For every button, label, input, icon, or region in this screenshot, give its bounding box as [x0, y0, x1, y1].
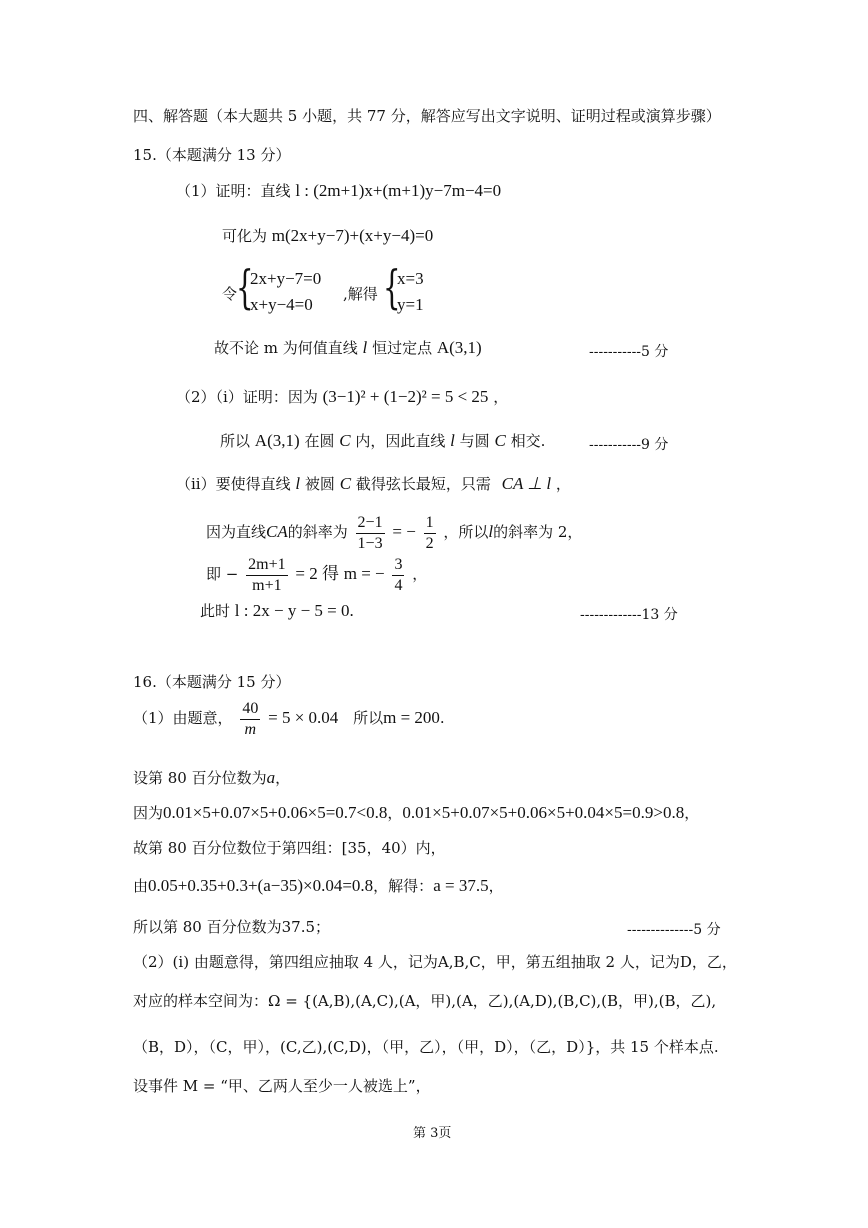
q16-part1-fraction	[240, 699, 260, 740]
q15-system1-eq1: 2x+y−7=0	[250, 269, 322, 288]
page-number: 第 3页	[413, 1126, 452, 1141]
q16-sample-space-cont: （B，D），（C，甲），(C,乙),(C,D)，（甲，乙），（甲，D），（乙，D）}，共 15 个样本点.	[133, 1038, 719, 1056]
q15-part2-point: A(3,1)	[254, 431, 300, 450]
fraction-numerator: 40	[240, 699, 260, 720]
q15-part3-solve-m	[206, 550, 427, 598]
q16-part1	[133, 694, 445, 742]
q15-system2-eq1: x=3	[397, 269, 424, 288]
q16-because-tail: ，	[684, 804, 700, 822]
q15-let-label: 令	[222, 285, 238, 303]
q15-conclusion-l: l	[362, 338, 368, 357]
q15-part3-by: 被圆	[304, 475, 335, 493]
q15-m-result-fraction	[392, 555, 404, 596]
q15-solve-comma: ，	[412, 565, 428, 583]
q16-because-expr1: 0.01×5+0.07×5+0.06×5=0.7<0.8	[163, 803, 388, 822]
q15-conclusion-lead: 故不论 m 为何值直线	[214, 339, 358, 357]
q16-title: 16.（本题满分 15 分）	[133, 673, 291, 691]
q15-rewrite-lead: 可化为	[222, 227, 268, 245]
q15-slope-fraction	[356, 513, 385, 554]
q15-part3-score: -------------13 分	[580, 607, 678, 623]
q15-part2-lead: （2）（i）证明：因为	[176, 388, 318, 406]
q16-part1-score: --------------5 分	[627, 922, 721, 938]
q15-solve-lead: 即 −	[206, 565, 239, 583]
q15-slope-so: ，所以	[443, 523, 489, 541]
q15-part1-statement	[176, 181, 501, 201]
q15-slope-lead: 因为直线	[206, 523, 267, 541]
q16-line-group: 故第 80 百分位数位于第四组：[35，40）内，	[133, 839, 446, 857]
q15-final-equation: l : 2x − y − 5 = 0.	[234, 601, 354, 620]
q16-part1-lead: （1）由题意，	[133, 709, 233, 727]
q15-part2-score: -----------9 分	[589, 437, 669, 453]
q15-slope-text: 的斜率为	[287, 523, 348, 541]
q16-define-tail: ，	[275, 769, 291, 787]
q15-slope-result-fraction	[424, 513, 436, 554]
q15-rewrite-expression: m(2x+y−7)+(x+y−4)=0	[271, 226, 434, 245]
q15-slope-ca: CA	[266, 522, 288, 541]
q15-part3-mid: 截得弦长最短，只需	[355, 475, 491, 493]
q15-line-equation: l : (2m+1)x+(m+1)y−7m−4=0	[295, 181, 502, 200]
q15-title: 15.（本题满分 13 分）	[133, 146, 291, 164]
q16-line-percentile: 所以第 80 百分位数为37.5；	[133, 918, 331, 936]
q15-part1-conclusion	[214, 338, 482, 358]
q16-because-lead: 因为	[133, 804, 164, 822]
q15-part1-rewrite	[222, 226, 433, 246]
q16-eq-expression: 0.05+0.35+0.3+(a−35)×0.04=0.8	[148, 876, 374, 895]
fraction-denominator: m+1	[252, 576, 282, 594]
q16-sample-space: 对应的样本空间为：Ω = {(A,B),(A,C),(A，甲),(A，乙),(A,D),(B,C),(B，甲),(B，乙),	[133, 992, 717, 1010]
q15-part3-l: l	[295, 474, 301, 493]
q15-part2-intersect: 相交.	[510, 432, 546, 450]
q15-part3-lead: （ii）要使得直线	[176, 475, 291, 493]
fraction-denominator: m	[244, 720, 257, 738]
q15-part2-conclusion	[220, 431, 545, 451]
q15-slope-l: l	[488, 522, 494, 541]
q15-part3-slope	[206, 508, 582, 556]
q16-define-a: a	[266, 768, 276, 787]
q16-line-define-a	[133, 768, 290, 788]
left-brace-icon: {	[236, 260, 254, 314]
q16-because-sep: ，	[387, 804, 403, 822]
q15-part1-lead: （1）证明：直线	[176, 182, 291, 200]
q15-part3-c: C	[339, 474, 352, 493]
q15-solve-label: ,解得	[343, 285, 378, 303]
left-brace-icon: {	[383, 260, 401, 314]
q16-part1-so: 所以	[353, 709, 384, 727]
q16-part1-result: m = 200	[383, 708, 440, 727]
q15-part2-line-l: l	[450, 431, 455, 450]
q15-system2-eq2: y=1	[397, 295, 424, 314]
q16-part1-eq: = 5 × 0.04	[268, 708, 339, 727]
fraction-numerator: 2−1	[356, 513, 385, 534]
fraction-numerator: 2m+1	[246, 555, 287, 576]
q15-part2-line2-lead: 所以	[220, 432, 251, 450]
q15-slope-equals: = −	[392, 522, 416, 541]
q15-part3-condition: CA ⊥ l	[501, 474, 552, 493]
fraction-denominator: 2	[425, 534, 434, 552]
q15-part2-circle-c: C	[339, 431, 351, 450]
q15-part3-final	[200, 601, 354, 621]
q16-line-because	[133, 803, 699, 823]
fraction-denominator: 1−3	[357, 534, 383, 552]
q15-solve-eq: = 2 得	[295, 564, 339, 583]
q16-part2-sampling: （2）(i) 由题意得，第四组应抽取 4 人，记为A,B,C，甲，第五组抽取 2 人，记为D，乙，	[133, 953, 737, 971]
q15-part2-in: 在圆	[304, 432, 335, 450]
q15-solve-m: m = −	[343, 564, 385, 583]
q15-slope-result: 的斜率为 2，	[493, 523, 583, 541]
q15-m-fraction	[246, 555, 287, 596]
q16-event-definition: 设事件 M = “甲、乙两人至少一人被选上”，	[133, 1077, 431, 1095]
q16-part1-dot: .	[439, 709, 445, 727]
q15-part2-tail: ，	[493, 388, 509, 406]
fraction-denominator: 4	[394, 576, 403, 594]
q16-eq-mid: ，解得：	[373, 877, 434, 895]
q16-eq-lead: 由	[133, 877, 149, 895]
q15-part2-expression: (3−1)² + (1−2)² = 5 < 25	[322, 387, 489, 406]
q16-eq-result: a = 37.5	[433, 876, 489, 895]
q15-system1-eq2: x+y−4=0	[250, 295, 313, 314]
fraction-numerator: 1	[424, 513, 436, 534]
q15-part2-i	[176, 387, 508, 407]
q15-part1-score: -----------5 分	[589, 344, 669, 360]
fraction-numerator: 3	[392, 555, 404, 576]
q15-part2-with: 与圆	[459, 432, 490, 450]
q16-define-lead: 设第 80 百分位数为	[133, 769, 267, 787]
q15-part2-inside: 内，因此直线	[355, 432, 446, 450]
q16-line-equation	[133, 876, 504, 896]
q15-part3-tail: ，	[555, 475, 571, 493]
q15-conclusion-mid: 恒过定点	[372, 339, 433, 357]
q15-final-lead: 此时	[200, 602, 231, 620]
section-header: 四、解答题（本大题共 5 小题，共 77 分，解答应写出文字说明、证明过程或演算步骤）	[133, 107, 721, 125]
q15-fixed-point: A(3,1)	[436, 338, 482, 357]
q15-part3-statement	[176, 474, 571, 494]
q16-eq-tail: ，	[488, 877, 504, 895]
q15-part2-circle-c2: C	[494, 431, 506, 450]
q16-because-expr2: 0.01×5+0.07×5+0.06×5+0.04×5=0.9>0.8	[402, 803, 685, 822]
